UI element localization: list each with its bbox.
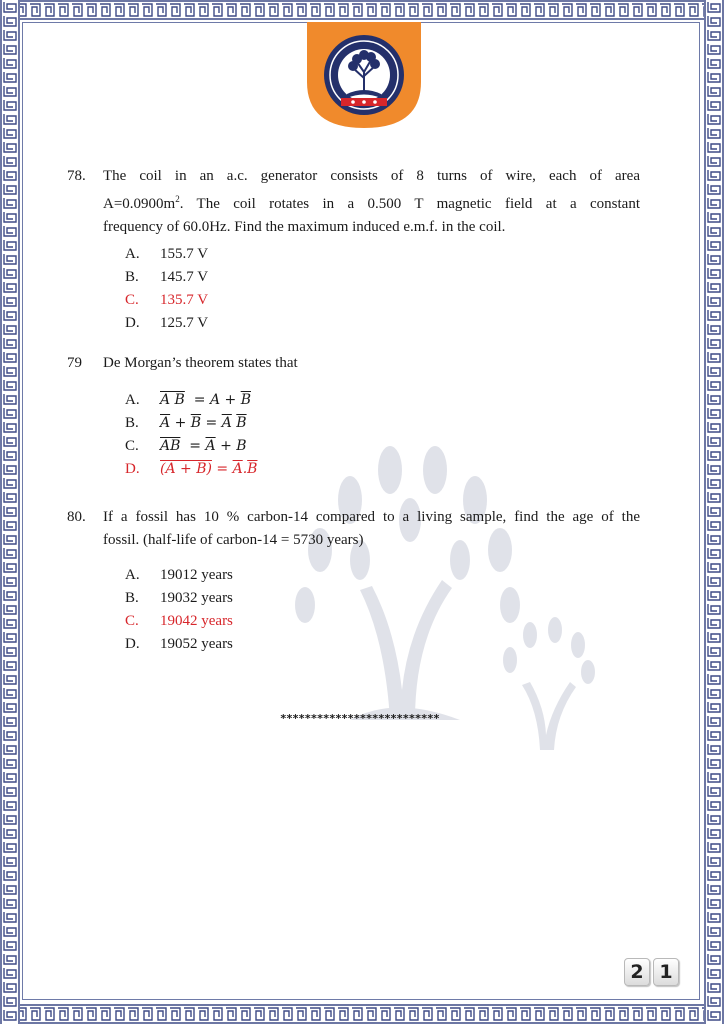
q79-option-c-formula: $\overline{AB} = \overline{A} + B$ xyxy=(160,438,247,454)
page-border-bottom xyxy=(0,1004,724,1024)
q78-option-d-letter: D. xyxy=(125,315,140,331)
question-80-number: 80. xyxy=(67,509,86,525)
question-78-line2 xyxy=(103,188,640,216)
question-78-number: 78. xyxy=(67,168,86,184)
question-78-line3: frequency of 60.0Hz. Find the maximum induced e.m.f. in the coil. xyxy=(103,219,506,235)
q79-option-a-letter: A. xyxy=(125,392,140,408)
q79-option-a-formula: A $B = A + \overline{B}$ xyxy=(160,392,251,408)
q80-option-b-letter: B. xyxy=(125,590,139,606)
page-border-right xyxy=(704,0,724,1024)
question-80-line1: If a fossil has 10 % carbon-14 compared to a living sample, find the age of the xyxy=(103,509,640,525)
q79-option-b-letter: B. xyxy=(125,415,139,431)
question-79-number: 79 xyxy=(67,355,82,371)
q80-option-a: 19012 years xyxy=(160,567,233,583)
question-78-line1: The coil in an a.c. generator consists of 8 turns of wire, each of area xyxy=(103,168,640,184)
q78-superscript: 2 xyxy=(175,194,180,204)
page-border-left xyxy=(0,0,20,1024)
q79-option-c-letter: C. xyxy=(125,438,139,454)
q78-option-a: 155.7 V xyxy=(160,246,209,262)
q78-line2-part-a: A=0.0900m xyxy=(103,196,176,212)
page-number-digit-2: 1 xyxy=(653,958,679,986)
q80-option-c-letter: C. xyxy=(125,613,139,629)
q79-option-d-formula: $(A + B) = \overline{A}.\overline{B}$ xyxy=(160,461,258,477)
q80-option-a-letter: A. xyxy=(125,567,140,583)
q78-option-d: 125.7 V xyxy=(160,315,209,331)
question-80-line2: fossil. (half-life of carbon-14 = 5730 years) xyxy=(103,532,364,548)
page-number xyxy=(624,958,679,986)
q80-option-c: 19042 years xyxy=(160,613,233,629)
question-79-text: De Morgan’s theorem states that xyxy=(103,355,298,371)
q78-option-c: 135.7 V xyxy=(160,292,209,308)
q78-option-a-letter: A. xyxy=(125,246,140,262)
section-divider: ************************** xyxy=(280,712,440,725)
q78-option-b-letter: B. xyxy=(125,269,139,285)
page-number-digit-1: 2 xyxy=(624,958,650,986)
tree-watermark-icon xyxy=(210,390,630,810)
q78-option-c-letter: C. xyxy=(125,292,139,308)
q78-line2-part-b: . The coil rotates in a 0.500 T magnetic field at a constant xyxy=(179,196,640,212)
page-border-top xyxy=(0,0,724,20)
question-78-text xyxy=(103,165,640,239)
q80-option-b: 19032 years xyxy=(160,590,233,606)
q80-option-d: 19052 years xyxy=(160,636,233,652)
q79-option-d-letter: D. xyxy=(125,461,140,477)
q78-option-b: 145.7 V xyxy=(160,269,209,285)
q79-option-b-formula: $\overline{A} + \overline{B} = \overline{A}$ $\overline{B}$ xyxy=(160,415,247,431)
question-80-text xyxy=(103,506,640,552)
q80-option-d-letter: D. xyxy=(125,636,140,652)
school-logo-icon xyxy=(307,22,421,128)
